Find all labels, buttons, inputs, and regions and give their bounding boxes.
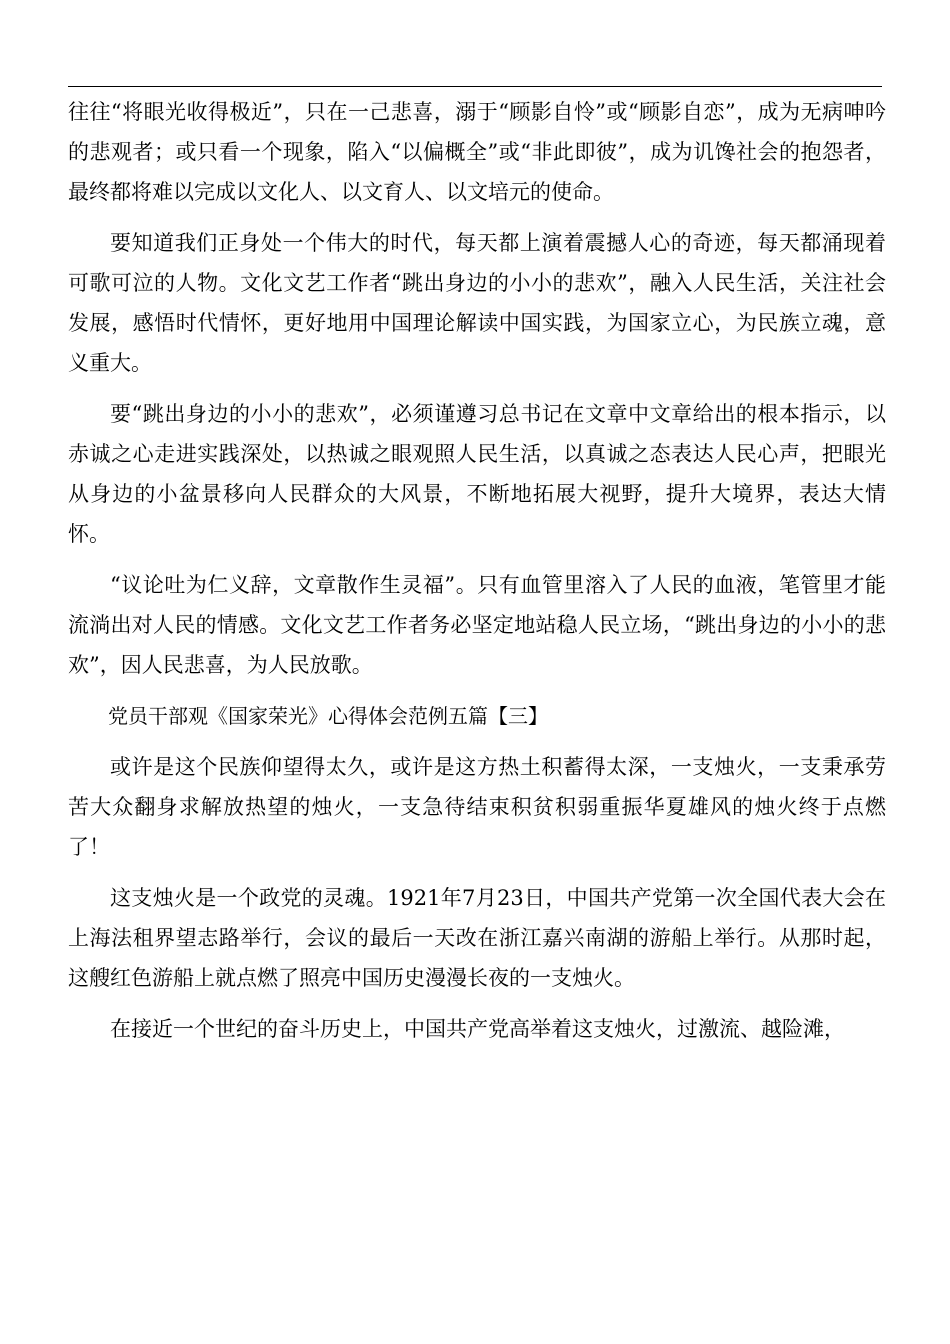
paragraph: 要“跳出身边的小小的悲欢”，必须谨遵习总书记在文章中文章给出的根本指示，以赤诚之心走进实践深处，以热诚之眼观照人民生活，以真诚之态表达人民心声，把眼光从身边的小盆景移向人民群众的大风景，不断地拓展大视野，提升大境界，表达大情怀。: [68, 402, 886, 546]
paragraph: “议论吐为仁义辞，文章散作生灵福”。只有血管里溶入了人民的血液，笔管里才能流淌出对人民的情感。文化文艺工作者务必坚定地站稳人民立场，“跳出身边的小小的悲欢”，因人民悲喜，为人民放歌。: [68, 573, 886, 677]
paragraph-continuation: 往往“将眼光收得极近”，只在一己悲喜，溺于“顾影自怜”或“顾影自恋”，成为无病呻吟的悲观者；或只看一个现象，陷入“以偏概全”或“非此即彼”，成为讥馋社会的抱怨者，最终都将难以完成以文化人、以文育人、以文培元的使命。: [68, 100, 886, 204]
paragraph: 要知道我们正身处一个伟大的时代，每天都上演着震撼人心的奇迹，每天都涌现着可歌可泣的人物。文化文艺工作者“跳出身边的小小的悲欢”，融入人民生活，关注社会发展，感悟时代情怀，更好地用中国理论解读中国实践，为国家立心，为民族立魂，意义重大。: [68, 231, 886, 375]
header-rule: [68, 86, 882, 87]
document-body: [68, 92, 886, 1060]
paragraph: 或许是这个民族仰望得太久，或许是这方热土积蓄得太深，一支烛火，一支秉承劳苦大众翻身求解放热望的烛火，一支急待结束积贫积弱重振华夏雄风的烛火终于点燃了！: [68, 755, 886, 859]
section-heading: 党员干部观《国家荣光》心得体会范例五篇【三】: [108, 704, 548, 728]
paragraph: 这支烛火是一个政党的灵魂。1921年7月23日，中国共产党第一次全国代表大会在上海法租界望志路举行，会议的最后一天改在浙江嘉兴南湖的游船上举行。从那时起，这艘红色游船上就点燃了照亮中国历史漫漫长夜的一支烛火。: [68, 886, 886, 990]
paragraph: 在接近一个世纪的奋斗历史上，中国共产党高举着这支烛火，过激流、越险滩，: [110, 1017, 845, 1041]
